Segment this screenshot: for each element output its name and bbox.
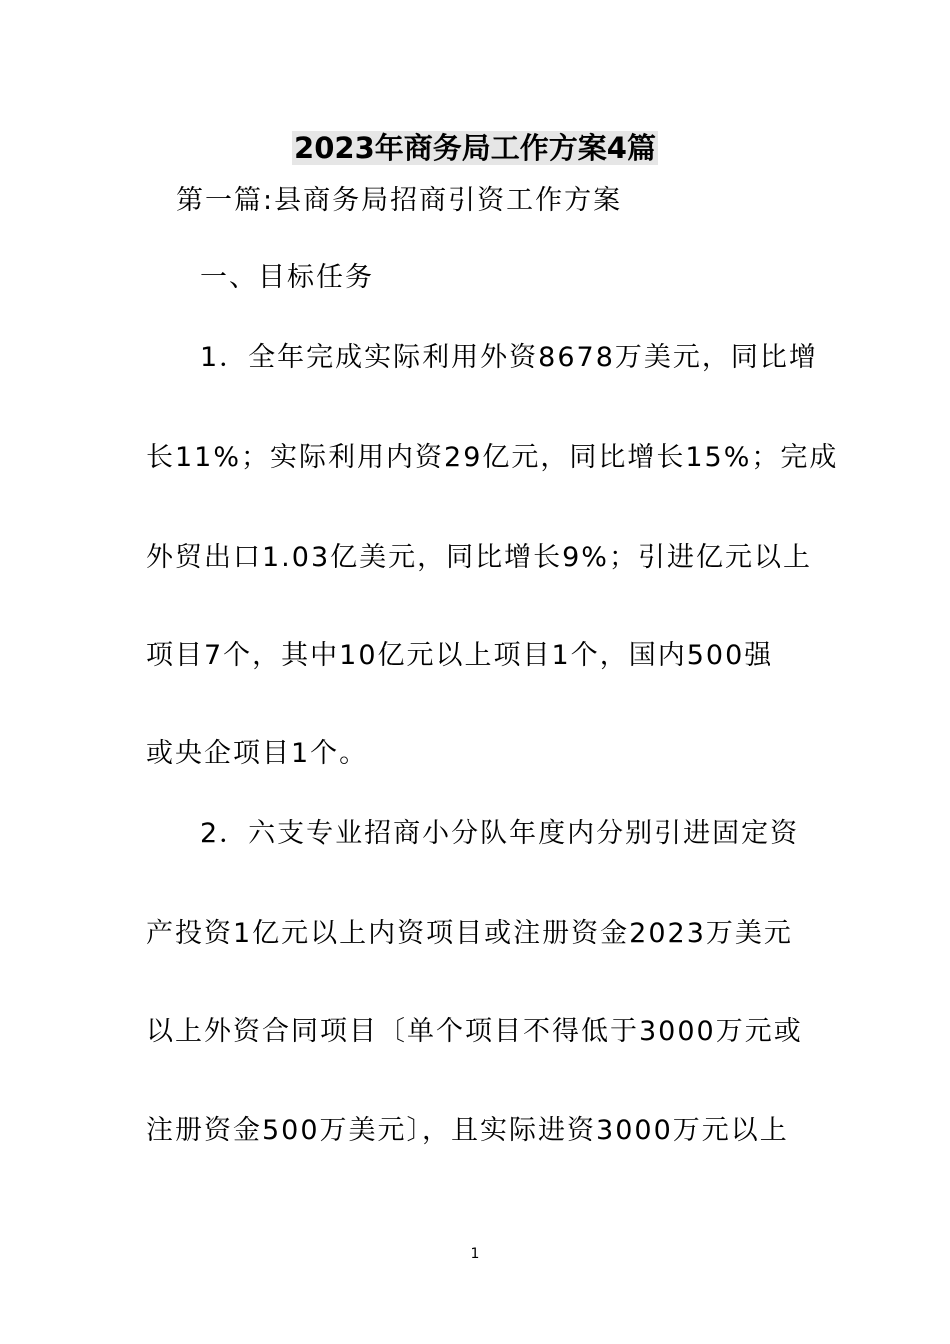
paragraph-line: 或央企项目1个。 <box>146 738 369 769</box>
section-heading: 一、目标任务 <box>200 262 374 293</box>
paragraph-line: 长11%；实际利用内资29亿元，同比增长15%；完成 <box>146 442 839 473</box>
paragraph-line: 注册资金500万美元〕，且实际进资3000万元以上 <box>146 1115 789 1146</box>
paragraph-line: 外贸出口1.03亿美元，同比增长9%；引进亿元以上 <box>146 542 812 573</box>
paragraph-line: 1．全年完成实际利用外资8678万美元，同比增 <box>200 342 818 373</box>
page-number: 1 <box>470 1246 480 1262</box>
document-title <box>0 128 950 168</box>
document-subtitle: 第一篇:县商务局招商引资工作方案 <box>176 185 623 216</box>
paragraph-line: 2．六支专业招商小分队年度内分别引进固定资 <box>200 818 800 849</box>
paragraph-line: 以上外资合同项目〔单个项目不得低于3000万元或 <box>146 1016 803 1047</box>
paragraph-line: 产投资1亿元以上内资项目或注册资金2023万美元 <box>146 918 793 949</box>
document-title-text: 2023年商务局工作方案4篇 <box>294 131 656 165</box>
paragraph-line: 项目7个，其中10亿元以上项目1个，国内500强 <box>146 640 774 671</box>
